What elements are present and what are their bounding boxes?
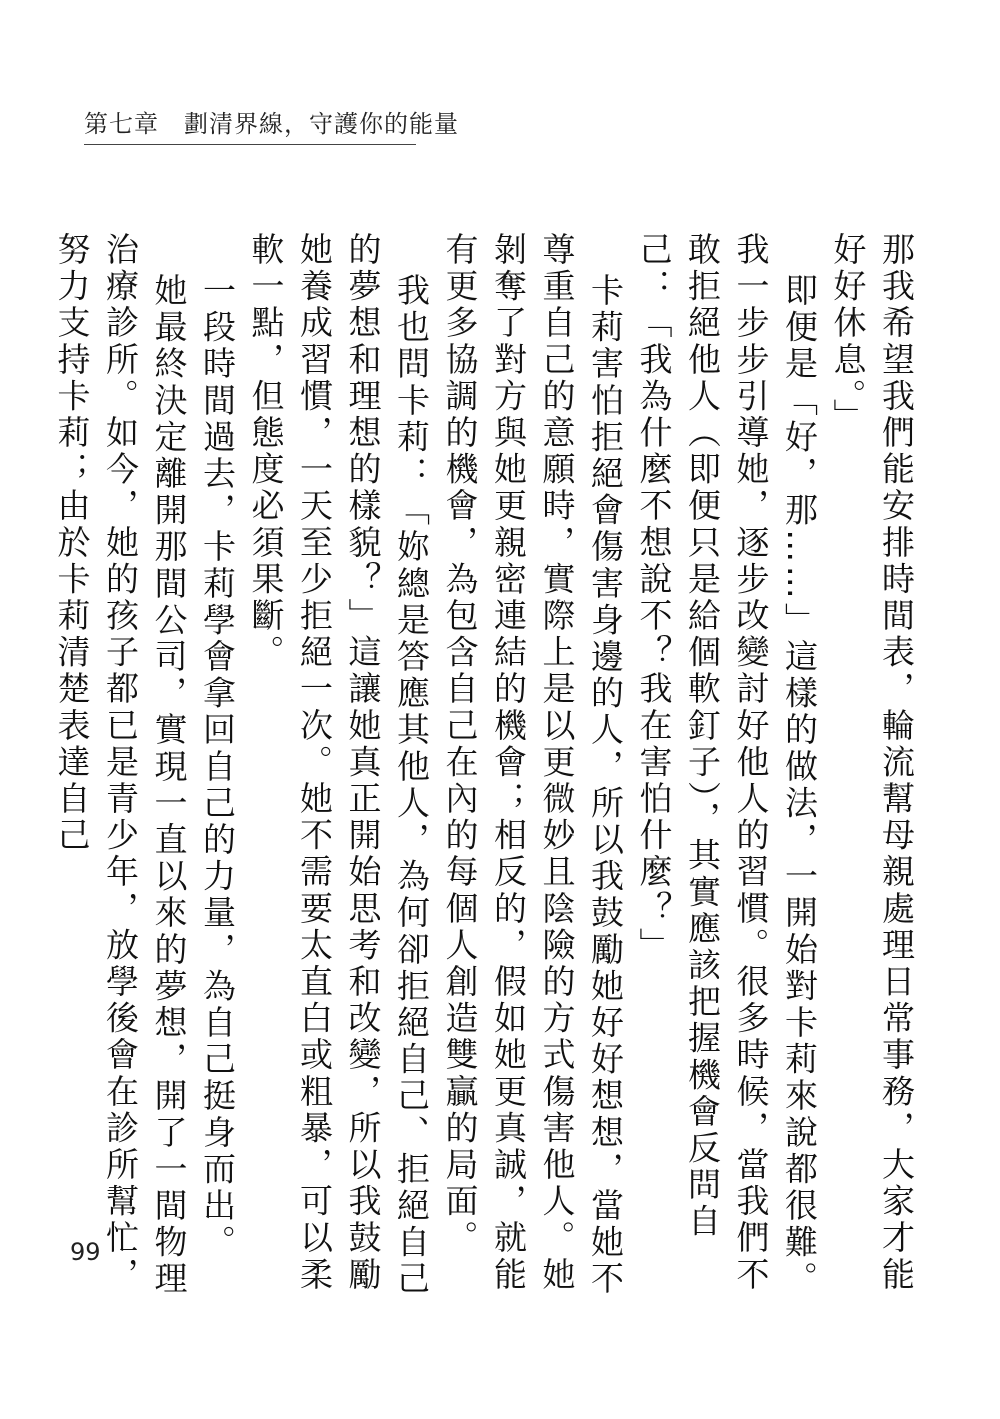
paragraph-5: 一段時間過去，卡莉學會拿回自己的力量，為自己挺身而出。 bbox=[198, 273, 237, 1262]
body-text bbox=[47, 232, 920, 1312]
header-divider bbox=[84, 144, 416, 145]
page-number: 99 bbox=[70, 1238, 101, 1266]
paragraph-6: 她最終決定離開那間公司，實現一直以來的夢想，開了一間物理治療診所。如今，她的孩子都已是青少年，放學後會在診所幫忙，努力支持卡莉；由於卡莉清楚表達自己 bbox=[52, 232, 189, 1299]
paragraph-3: 卡莉害怕拒絕會傷害身邊的人，所以我鼓勵她好好想想，當她不尊重自己的意願時，實際上是以更微妙且陰險的方式傷害他人。她剝奪了對方與她更親密連結的機會；相反的，假如她更真誠，就能有更多協調的機會，為包含自己在內的每個人創造雙贏的局面。 bbox=[440, 232, 625, 1299]
paragraph-1: 那我希望我們能安排時間表，輪流幫母親處理日常事務，大家才能好好休息。」 bbox=[828, 232, 916, 1294]
chapter-header bbox=[84, 108, 459, 148]
paragraph-4: 我也問卡莉：「妳總是答應其他人，為何卻拒絕自己、拒絕自己的夢想和理想的樣貌？」這讓她真正開始思考和改變，所以我鼓勵她養成習慣，一天至少拒絕一次。她不需要太直白或粗暴，可以柔軟一點，但態度必須果斷。 bbox=[246, 232, 431, 1299]
chapter-title: 第七章 劃清界線，守護你的能量 bbox=[84, 110, 459, 138]
paragraph-2: 即便是「好，那……」這樣的做法，一開始對卡莉來說都很難。我一步步引導她，逐步改變討好他人的習慣。很多時候，當我們不敢拒絕他人（即便只是給個軟釘子），其實應該把握機會反問自己：「我為什麼不想說不？我在害怕什麼？」 bbox=[634, 232, 819, 1299]
